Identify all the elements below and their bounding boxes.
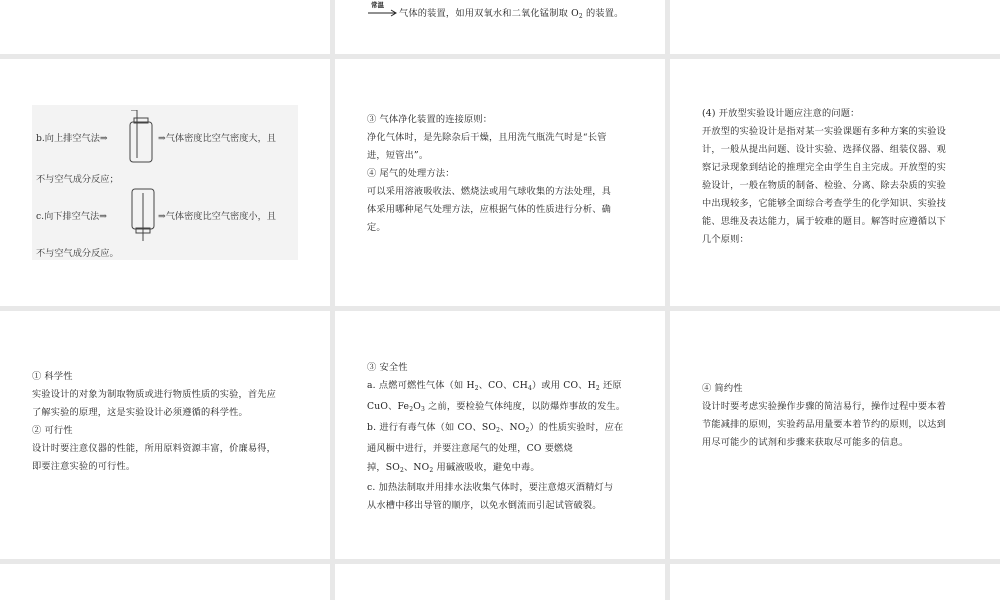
upward-air-method-desc: ⇒气体密度比空气密度大，且 [158, 133, 276, 144]
purification-text: 进，短管出”。 [367, 150, 429, 161]
safety-text: 从水槽中移出导管的顺序，以免水倒流而引起试管破裂。 [367, 500, 602, 511]
downward-air-method-desc: ⇒气体密度比空气密度小，且 [158, 211, 276, 222]
upward-collection-bottle-icon [128, 110, 158, 165]
slide-last-left [0, 564, 330, 600]
safety-text: CuO、$Fe_2O_3$ 之前，要检验气体纯度，以防爆炸事故的发生。 [367, 401, 626, 413]
slide-last-middle [335, 564, 665, 600]
simplicity-text: 节能减排的原则，实验药品用量要本着节约的原则，以达到 [702, 419, 947, 430]
safety-text: a. 点燃可燃性气体（如 $H_2$、CO、$CH_4$）或用 CO、$H_2$ 还原 [367, 380, 622, 392]
open-design-text: 开放型的实验设计是指对某一实验课题有多种方案的实验设 [702, 126, 947, 137]
slide-last-right [670, 564, 1000, 600]
safety-text: b. 进行有毒气体（如 CO、$SO_2$、$NO_2$）的性质实验时，应在 [367, 422, 624, 434]
downward-air-method-label: c.向下排空气法⇒ [36, 211, 107, 222]
open-design-text: 中出现较多，它能够全面综合考查学生的化学知识、实验技 [702, 198, 947, 209]
tail-gas-heading: ④ 尾气的处理方法： [367, 168, 455, 179]
upward-air-method-label: b.向上排空气法⇒ [36, 133, 108, 144]
device-description-line: 气体的装置，如用双氧水和二氧化锰制取 $O_2$ 的装置。 [399, 8, 624, 20]
feasibility-text: 设计时要注意仪器的性能，所用原料资源丰富，价廉易得， [32, 443, 277, 454]
open-design-text: 几个原则： [702, 234, 749, 245]
open-design-text: 验设计，一般在物质的制备、检验、分离、除去杂质的实验 [702, 180, 947, 191]
open-design-text: 计，一般从提出问题、设计实验、选择仪器、组装仪器、观 [702, 144, 947, 155]
slide-bot-left [0, 311, 330, 559]
downward-collection-bottle-icon [128, 185, 158, 241]
scientific-text: 了解实验的原理，这是实验设计必须遵循的科学性。 [32, 407, 248, 418]
gas-collection-figure [32, 105, 298, 260]
slide-top-right [670, 0, 1000, 54]
scientific-text: 实验设计的对象为制取物质或进行物质性质的实验，首先应 [32, 389, 277, 400]
open-design-heading: (4) 开放型实验设计题应注意的问题： [702, 108, 860, 119]
safety-heading: ③ 安全性 [367, 362, 408, 373]
safety-text: 掉，$SO_2$、$NO_2$ 用碱液吸收，避免中毒。 [367, 462, 540, 474]
open-design-text: 能、思维及表达能力，属于较难的题目。解答时应遵循以下 [702, 216, 947, 227]
tail-gas-text: 定。 [367, 222, 386, 233]
safety-text: c. 加热法制取并用排水法收集气体时，要注意熄灭酒精灯与 [367, 482, 614, 493]
simplicity-text: 设计时要考虑实验操作步骤的简洁易行，操作过程中要本着 [702, 401, 947, 412]
arrow-condition-label: 常温 [371, 1, 384, 9]
reaction-arrow-icon [368, 9, 398, 17]
simplicity-text: 用尽可能少的试剂和步骤来获取尽可能多的信息。 [702, 437, 909, 448]
safety-text: 通风橱中进行，并要注意尾气的处理，CO 要燃烧 [367, 443, 573, 454]
upward-air-method-desc-cont: 不与空气成分反应； [36, 174, 119, 185]
slide-mid-middle [335, 59, 665, 306]
purification-text: 净化气体时，是先除杂后干燥，且用洗气瓶洗气时是“长管 [367, 132, 607, 143]
simplicity-heading: ④ 简约性 [702, 383, 743, 394]
tail-gas-text: 可以采用溶液吸收法、燃烧法或用气球收集的方法处理，具 [367, 186, 612, 197]
slide-bot-right [670, 311, 1000, 559]
feasibility-text: 即要注意实验的可行性。 [32, 461, 136, 472]
slide-bot-middle [335, 311, 665, 559]
feasibility-heading: ② 可行性 [32, 425, 73, 436]
open-design-text: 察记录现象到结论的推理完全由学生自主完成。开放型的实 [702, 162, 947, 173]
slide-top-middle [335, 0, 665, 54]
purification-principle-heading: ③ 气体净化装置的连接原则： [367, 114, 493, 125]
slide-top-left [0, 0, 330, 54]
scientific-heading: ① 科学性 [32, 371, 73, 382]
downward-air-method-desc-cont: 不与空气成分反应。 [36, 248, 119, 259]
slide-mid-right [670, 59, 1000, 306]
slide-mid-left [0, 59, 330, 306]
tail-gas-text: 体采用哪种尾气处理方法，应根据气体的性质进行分析、确 [367, 204, 612, 215]
